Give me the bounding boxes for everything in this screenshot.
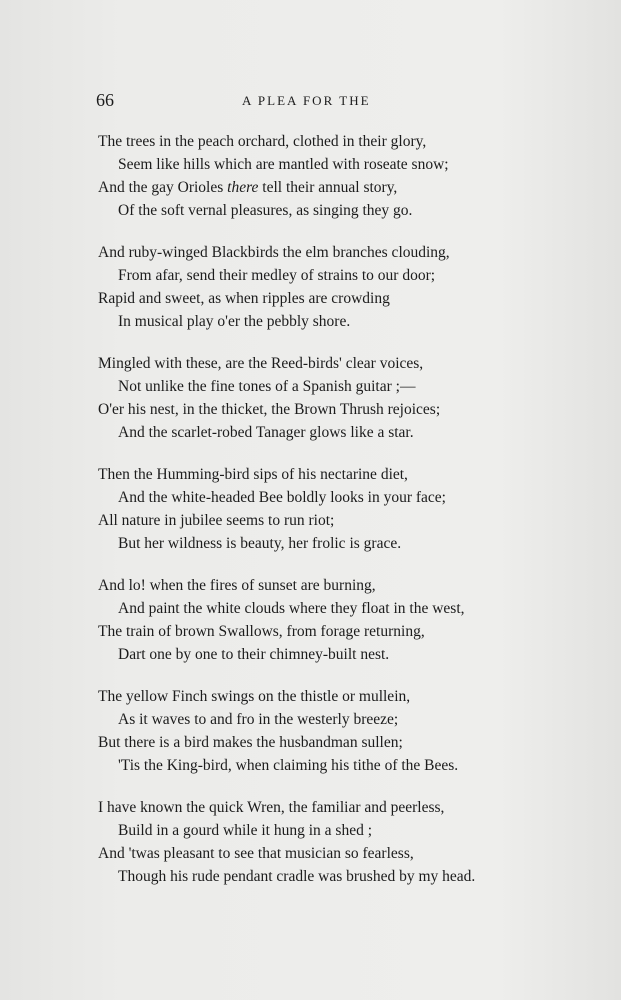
poem-line — [98, 685, 548, 708]
poem-line — [98, 176, 548, 199]
line-text: 'Tis the King-bird, when claiming his tithe of the Bees. — [118, 757, 459, 774]
page-header — [96, 90, 536, 114]
line-text: And the white-headed Bee boldly looks in your face; — [118, 489, 446, 506]
line-text: From afar, send their medley of strains to our door; — [118, 267, 436, 284]
line-text: But there is a bird makes the husbandman sullen; — [98, 734, 403, 751]
poem-line — [98, 597, 548, 620]
stanza — [98, 796, 548, 888]
line-text: Build in a gourd while it hung in a shed ; — [118, 822, 373, 839]
line-text: All nature in jubilee seems to run riot; — [98, 512, 335, 529]
line-text: The yellow Finch swings on the thistle or mullein, — [98, 688, 411, 705]
poem-line — [98, 264, 548, 287]
poem-line — [98, 643, 548, 666]
poem-line — [98, 509, 548, 532]
stanza — [98, 685, 548, 777]
poem-line — [98, 375, 548, 398]
poem-line — [98, 819, 548, 842]
poem-line — [98, 620, 548, 643]
line-text: And the gay Orioles — [98, 179, 228, 196]
line-text: Mingled with these, are the Reed-birds' clear voices, — [98, 355, 424, 372]
poem-line — [98, 130, 548, 153]
line-text-continued: tell their annual story, — [258, 179, 398, 196]
line-text: And 'twas pleasant to see that musician so fearless, — [98, 845, 414, 862]
poem-line — [98, 796, 548, 819]
poem — [98, 130, 548, 907]
stanza — [98, 130, 548, 222]
poem-line — [98, 486, 548, 509]
line-text: I have known the quick Wren, the familiar and peerless, — [98, 799, 445, 816]
poem-line — [98, 310, 548, 333]
poem-line — [98, 532, 548, 555]
poem-line — [98, 754, 548, 777]
line-emphasis: there — [227, 179, 259, 196]
line-text: Dart one by one to their chimney-built nest. — [118, 646, 390, 663]
line-text: Not unlike the fine tones of a Spanish guitar ;— — [118, 378, 416, 395]
line-text: The trees in the peach orchard, clothed in their glory, — [98, 133, 427, 150]
line-text: As it waves to and fro in the westerly breeze; — [118, 711, 399, 728]
line-text: The train of brown Swallows, from forage returning, — [98, 623, 425, 640]
line-text: And paint the white clouds where they float in the west, — [118, 600, 465, 617]
line-text: Rapid and sweet, as when ripples are crowding — [98, 290, 390, 307]
poem-line — [98, 199, 548, 222]
poem-line — [98, 398, 548, 421]
line-text: And the scarlet-robed Tanager glows like a star. — [118, 424, 414, 441]
poem-line — [98, 463, 548, 486]
line-text: Of the soft vernal pleasures, as singing they go. — [118, 202, 413, 219]
stanza — [98, 352, 548, 444]
poem-line — [98, 352, 548, 375]
line-text: And lo! when the fires of sunset are burning, — [98, 577, 376, 594]
poem-line — [98, 708, 548, 731]
page-number: 66 — [96, 90, 114, 110]
line-text: And ruby-winged Blackbirds the elm branches clouding, — [98, 244, 450, 261]
poem-line — [98, 287, 548, 310]
poem-line — [98, 842, 548, 865]
stanza — [98, 241, 548, 333]
stanza — [98, 463, 548, 555]
line-text: Though his rude pendant cradle was brushed by my head. — [118, 868, 476, 885]
line-text: Then the Humming-bird sips of his nectarine diet, — [98, 466, 408, 483]
line-text: But her wildness is beauty, her frolic is grace. — [118, 535, 402, 552]
poem-line — [98, 865, 548, 888]
stanza — [98, 574, 548, 666]
poem-line — [98, 241, 548, 264]
line-text: O'er his nest, in the thicket, the Brown Thrush rejoices; — [98, 401, 441, 418]
line-text: In musical play o'er the pebbly shore. — [118, 313, 351, 330]
poem-line — [98, 574, 548, 597]
poem-line — [98, 731, 548, 754]
poem-line — [98, 153, 548, 176]
running-head: A PLEA FOR THE — [242, 93, 371, 108]
poem-line — [98, 421, 548, 444]
line-text: Seem like hills which are mantled with roseate snow; — [118, 156, 449, 173]
